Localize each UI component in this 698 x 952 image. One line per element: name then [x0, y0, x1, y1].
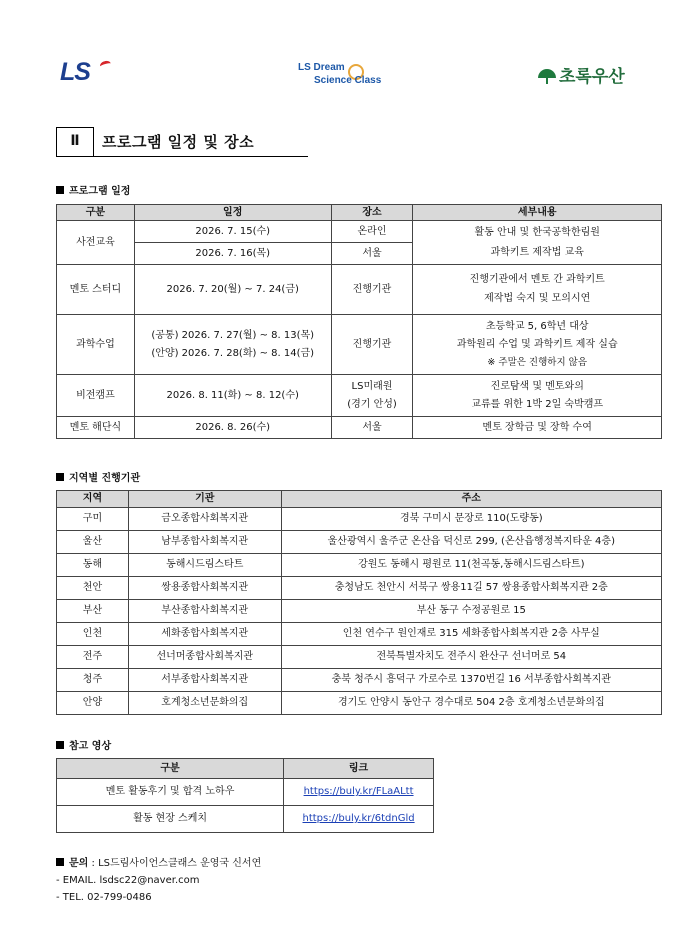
table-row [57, 623, 662, 646]
contact-email: - EMAIL. lsdsc22@naver.com [56, 875, 200, 886]
cell-institution: 남부종합사회복지관 [128, 531, 281, 554]
table-row [57, 692, 662, 715]
video-label: 활동 현장 스케치 [57, 806, 284, 833]
table-row [57, 221, 662, 243]
cell-category: 비전캠프 [57, 375, 135, 417]
cell-detail: 진행기관에서 멘토 간 과학키트 제작법 숙지 및 모의시연 [413, 265, 662, 315]
schedule-header: 구분 [57, 205, 135, 221]
contact-label: 문의 [69, 858, 89, 869]
cell-region: 동해 [57, 554, 129, 577]
cell-institution: 서부종합사회복지관 [128, 669, 281, 692]
table-row [57, 417, 662, 439]
contact-tel: - TEL. 02-799-0486 [56, 892, 152, 903]
cell-institution: 쌍용종합사회복지관 [128, 577, 281, 600]
regions-header: 지역 [57, 491, 129, 508]
cell-institution: 금오종합사회복지관 [128, 508, 281, 531]
videos-header: 구분 [57, 759, 284, 779]
umbrella-icon [538, 69, 556, 83]
cell-address: 강원도 동해시 평원로 11(천곡동,동해시드림스타트) [281, 554, 661, 577]
table-row [57, 646, 662, 669]
section-title: 프로그램 일정 및 장소 [102, 133, 255, 151]
schedule-table [56, 204, 662, 439]
cell-place: LS미래원 (경기 안성) [331, 375, 413, 417]
video-link[interactable]: https://buly.kr/6tdnGld [284, 806, 434, 833]
cell-address: 전북특별자치도 전주시 완산구 선너머로 54 [281, 646, 661, 669]
cell-date: 2026. 7. 20(월) ~ 7. 24(금) [134, 265, 331, 315]
cell-region: 안양 [57, 692, 129, 715]
cell-category: 과학수업 [57, 315, 135, 375]
ls-dream-science-class-logo: LS Dream Science Class [298, 62, 382, 86]
cell-place: 서울 [331, 243, 413, 265]
cell-address: 충청남도 천안시 서북구 쌍용11길 57 쌍용종합사회복지관 2층 [281, 577, 661, 600]
cell-place: 진행기관 [331, 315, 413, 375]
cell-date: 2026. 7. 15(수) [134, 221, 331, 243]
videos-heading: 참고 영상 [56, 737, 111, 752]
regions-header: 기관 [128, 491, 281, 508]
cell-category: 멘토 해단식 [57, 417, 135, 439]
regions-header: 주소 [281, 491, 661, 508]
table-row [57, 315, 662, 375]
cell-institution: 동해시드림스타트 [128, 554, 281, 577]
table-row [57, 669, 662, 692]
table-row [57, 577, 662, 600]
cell-date: 2026. 8. 26(수) [134, 417, 331, 439]
table-row [57, 265, 662, 315]
cell-place: 서울 [331, 417, 413, 439]
cell-region: 천안 [57, 577, 129, 600]
video-label: 멘토 활동후기 및 합격 노하우 [57, 779, 284, 806]
cell-detail: 진로탐색 및 멘토와의 교류를 위한 1박 2일 숙박캠프 [413, 375, 662, 417]
cell-category: 멘토 스터디 [57, 265, 135, 315]
table-row [57, 806, 434, 833]
table-row [57, 600, 662, 623]
cell-address: 울산광역시 울주군 온산읍 덕신로 299, (온산읍행정복지타운 4층) [281, 531, 661, 554]
cell-region: 울산 [57, 531, 129, 554]
table-row [57, 531, 662, 554]
cell-category: 사전교육 [57, 221, 135, 265]
regions-heading: 지역별 진행기관 [56, 469, 140, 484]
cell-region: 구미 [57, 508, 129, 531]
videos-header: 링크 [284, 759, 434, 779]
schedule-heading: 프로그램 일정 [56, 182, 130, 197]
cell-date: 2026. 8. 11(화) ~ 8. 12(수) [134, 375, 331, 417]
video-link[interactable]: https://buly.kr/FLaALtt [284, 779, 434, 806]
ls-logo: LS [60, 58, 90, 87]
cell-region: 인천 [57, 623, 129, 646]
contact-text: : LS드림사이언스클래스 운영국 신서연 [91, 858, 262, 869]
cell-address: 부산 동구 수정공원로 15 [281, 600, 661, 623]
cell-date: (공통) 2026. 7. 27(월) ~ 8. 13(목) (안양) 2026. 7. 28(화) ~ 8. 14(금) [134, 315, 331, 375]
schedule-header: 일정 [134, 205, 331, 221]
schedule-header: 장소 [331, 205, 413, 221]
cell-institution: 부산종합사회복지관 [128, 600, 281, 623]
table-row [57, 779, 434, 806]
table-row [57, 508, 662, 531]
contact-block [56, 855, 261, 906]
cell-address: 인천 연수구 원인재로 315 세화종합사회복지관 2층 사무실 [281, 623, 661, 646]
table-row [57, 554, 662, 577]
cell-detail: 멘토 장학금 및 장학 수여 [413, 417, 662, 439]
cell-place: 진행기관 [331, 265, 413, 315]
cell-region: 부산 [57, 600, 129, 623]
cell-institution: 세화종합사회복지관 [128, 623, 281, 646]
videos-table [56, 758, 434, 833]
section-number: Ⅱ [56, 127, 94, 157]
table-row [57, 375, 662, 417]
cell-address: 경기도 안양시 동안구 경수대로 504 2층 호계청소년문화의집 [281, 692, 661, 715]
cell-address: 경북 구미시 문장로 110(도량동) [281, 508, 661, 531]
cell-date: 2026. 7. 16(목) [134, 243, 331, 265]
cell-address: 충북 청주시 흥덕구 가로수로 1370번길 16 서부종합사회복지관 [281, 669, 661, 692]
green-umbrella-logo: 초록우산 [538, 62, 625, 87]
cell-place: 온라인 [331, 221, 413, 243]
cell-detail: 초등학교 5, 6학년 대상 과학원리 수업 및 과학키트 제작 실습 ※ 주말은 진행하지 않음 [413, 315, 662, 375]
cell-region: 청주 [57, 669, 129, 692]
cell-institution: 선너머종합사회복지관 [128, 646, 281, 669]
cell-detail: 활동 안내 및 한국공학한림원 과학키트 제작법 교육 [413, 221, 662, 265]
cell-region: 전주 [57, 646, 129, 669]
cell-institution: 호계청소년문화의집 [128, 692, 281, 715]
schedule-header: 세부내용 [413, 205, 662, 221]
section-underline [94, 156, 308, 157]
regions-table [56, 490, 662, 715]
